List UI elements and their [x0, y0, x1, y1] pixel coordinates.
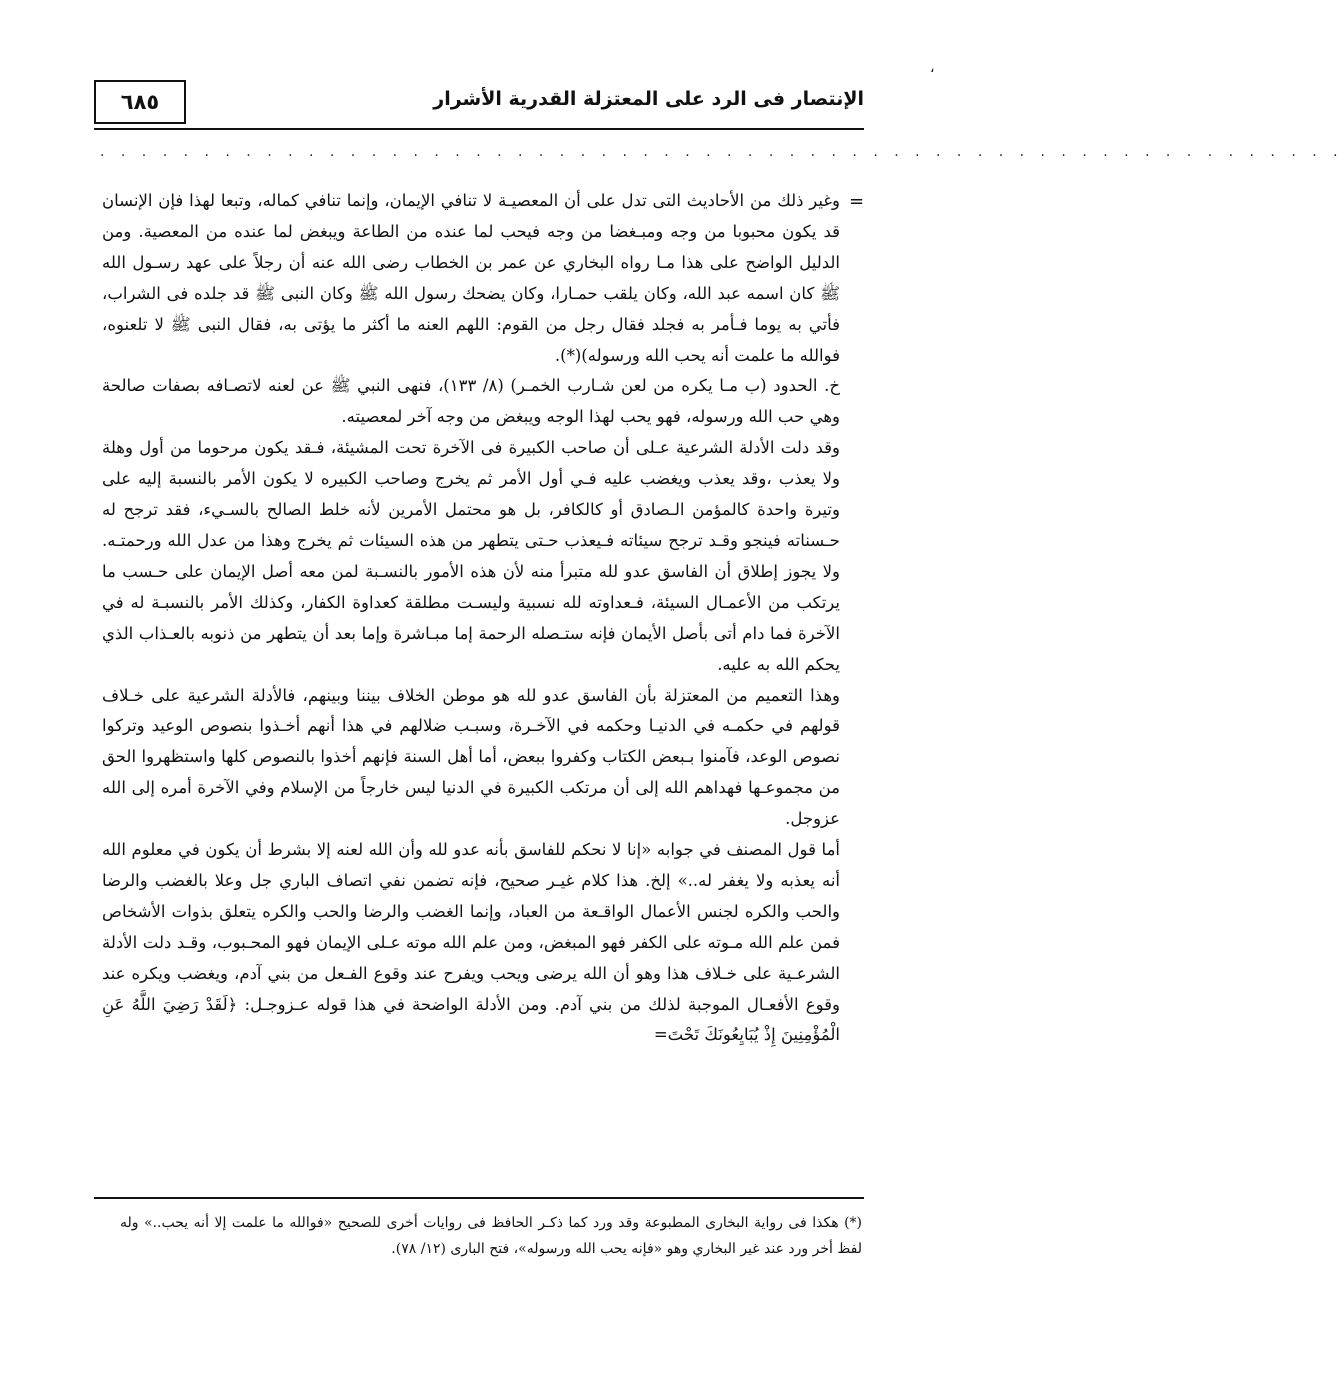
footnote: [120, 1210, 862, 1262]
paragraph: وهذا التعميم من المعتزلة بأن الفاسق عدو لله هو موطن الخلاف بيننا وبينهم، فالأدلة الشرعية على خـلاف قولهم في حكمـه في الدنيـا وحكمه في الآخـرة، وسبـب ضلالهم في هذا أنهم أخـذوا بنصوص الوعيد وتركوا نصوص الوعد، فآمنوا بـبعض الكتاب وكفروا ببعض، أما أهل السنة فإنهم أخذوا بالنصوص كلها واستظهروا الحق من مجموعـها فهداهم الله إلى أن مرتكب الكبيرة في الدنيا ليس خارجاً من الإسلام وفي الآخرة أمره إلى الله عزوجل.: [102, 685, 840, 829]
footnote-rule: [94, 1197, 864, 1199]
running-title: الإنتصار فى الرد على المعتزلة القدرية الأشرار: [433, 88, 864, 110]
header-rule: [94, 128, 864, 130]
dotted-separator: . . . . . . . . . . . . . . . . . . . . . . . . . . . . . . . . . . . . . . . . . . . . . . . . . . . . . . . . . . . .: [100, 144, 1344, 160]
page-header: [94, 80, 864, 130]
page-number: ٦٨٥: [94, 80, 186, 124]
paragraph: وقد دلت الأدلة الشرعية عـلى أن صاحب الكبيرة فى الآخرة تحت المشيئة، فـقد يكون مرحوما من أول وهلة ولا يعذب ،وقد يعذب ويغضب عليه فـي أول الأمر ثم يخرج وصاحب الكبيره لا يكون الأمر بالنسبة إليه على وتيرة واحدة كالمؤمن الـصادق أو كالكافر، بل هو محتمل الأمرين لأنه خلط الصالح بالسـيء، فقد ترجح له حـسناته فينجو وقـد ترجح سيئاته فـيعذب حـتى يتطهر من هذه السيئات ثم يخرج وهذا من عدل الله ورحمتـه. ولا يجوز إطلاق أن الفاسق عدو لله متبرأ منه لأن هذه الأمور بالنسـبة لمن معه أصل الإيمان على حـسب ما يرتكب من الأعمـال السيئة، فـعداوته لله نسبية وليسـت مطلقة كعداوة الكفار، وكذلك الأمر بالنسبـة له في الآخرة فما دام أتى بأصل الأيمان فإنه ستـصله الرحمة إما مبـاشرة وإما بعد أن يتطهر من ذنوبه بالعـذاب الذي يحكم الله به عليه.: [102, 438, 840, 674]
paragraph: وغير ذلك من الأحاديث التى تدل على أن المعصيـة لا تنافي الإيمان، وإنما تنافي كماله، وتبعا لهذا فإن الإنسان قد يكون محبوبا من وجه ومبـغضا من وجه فيحب لما عنده من الطاعة ويبغض لما عنده من المعصية. ومن الدليل الواضح على هذا مـا رواه البخاري عن عمر بن الخطاب رضى الله عنه أن رجلاً على عهد رسـول الله ﷺ كان اسمه عبد الله، وكان يلقب حمـارا، وكان يضحك رسول الله ﷺ وكان النبى ﷺ قد جلده فى الشراب، فأتي به يوما فـأمر به فجلد فقال رجل من القوم: اللهم العنه ما أكثر ما يؤتى به، فقال النبى ﷺ لا تلعنوه، فوالله ما علمت أنه يحب الله ورسوله)(*).: [102, 191, 840, 365]
paragraph: خ. الحدود (ب مـا يكره من لعن شـارب الخمـر) (٨/ ١٣٣)، فنهى النبي ﷺ عن لعنه لاتصـافه بصفات صالحة وهي حب الله ورسوله، فهو يحب لهذا الوجه ويبغض من وجه آخر لمعصيته.: [102, 376, 840, 427]
footnote-text: (*) هكذا فى رواية البخارى المطبوعة وقد ورد كما ذكـر الحافظ فى روايات أخرى للصحيح «فوالله ما علمت إلا أنه يحب..» وله لفظ أخر ورد عند غير البخاري وهو «فإنه يحب الله ورسوله»، فتح البارى (١٢/ ٧٨).: [120, 1215, 862, 1257]
corner-mark: ،: [930, 60, 935, 76]
main-text: [102, 186, 840, 1051]
continuation-mark: =: [849, 191, 865, 212]
paragraph: أما قول المصنف في جوابه «إنا لا نحكم للفاسق بأنه عدو لله وأن الله لعنه إلا بشرط أن يكون في معلوم الله أنه يعذبه ولا يغفر له..» إلخ. هذا كلام غيـر صحيح، فإنه تضمن نفي اتصاف الباري جل وعلا بالغضب والرضا والحب والكره لجنس الأعمال الواقـعة من العباد، وإنما الغضب والرضا والحب والكره يتعلق بذوات الأشخاص فمن علم الله مـوته على الكفر فهو المبغض، ومن علم الله موته عـلى الإيمان فهو المحـبوب، وقـد دلت الأدلة الشرعـية على خـلاف هذا وهو أن الله يرضى ويحب ويفرح عند وقوع الفـعل من بني آدم، ويغضب ويكره عند وقوع الأفعـال الموجبة لذلك من بني آدم. ومن الأدلة الواضحة في هذا قوله عـزوجـل: ﴿لَقَدْ رَضِيَ اللَّهُ عَنِ الْمُؤْمِنِينَ إِذْ يُبَايِعُونَكَ تَحْتَ=: [102, 840, 840, 1045]
